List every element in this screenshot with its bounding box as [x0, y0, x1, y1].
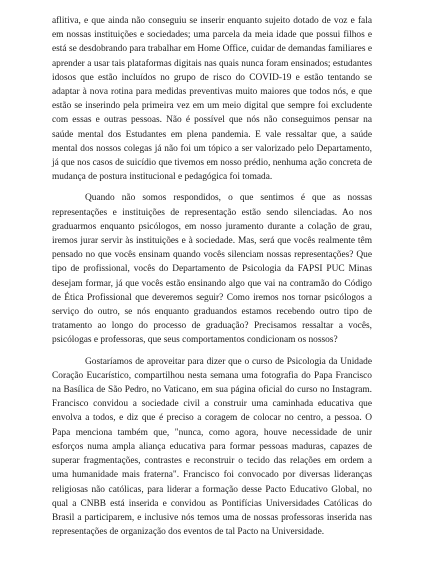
paragraph-3: Gostaríamos de aproveitar para dizer que o curso de Psicologia da Unidade Coração Eucarístico, compartilhou nesta semana uma fotografia do Papa Francisco na Basílica de São Pedro, no Vaticano, em sua página oficial do curso no Instagram. Francisco convidou a sociedade civil a construir uma caminhada educativa que envolva a todos, e diz que é preciso a coragem de colocar no centro, a pessoa. O Papa menciona também que, "nunca, como agora, houve necessidade de unir esforços numa ampla aliança educativa para formar pessoas maduras, capazes de superar fragmentações, contrastes e reconstruir o tecido das relações em ordem a uma humanidade mais fraterna". Francisco foi convocado por diversas lideranças religiosas não católicas, para liderar a formação desse Pacto Educativo Global, no qual a CNBB está inserida e convidou as Pontifícias Universidades Católicas do Brasil a participarem, e inclusive nós temos uma de nossas professoras inserida nas representações de organização dos eventos de tal Pacto na Universidade. [52, 356, 372, 538]
paragraph-1: aflitiva, e que ainda não conseguiu se inserir enquanto sujeito dotado de voz e fala em nossas instituições e sociedades; uma parcela da meia idade que possui filhos e está se desdobrando para trabalhar em Home Office, cuidar de demandas familiares e aprender a usar tais plataformas digitais nas quais nunca foram ensinados; estudantes idosos que estão incluídos no grupo de risco do COVID-19 e estão tentando se adaptar à nova rotina para medidas preventivas muito maiores que todos nós, e que estão se inserindo pela primeira vez em um meio digital que sempre foi excludente com essas e outras pessoas. Não é possível que nós não conseguimos pensar na saúde mental dos Estudantes em plena pandemia. E vale ressaltar que, a saúde mental dos nossos colegas já não foi um tópico a ser valorizado pelo Departamento, já que nos casos de suicídio que tivemos em nosso prédio, nenhuma ação concreta de mudança de postura institucional e pedagógica foi tomada. [52, 16, 372, 183]
paragraph-2: Quando não somos respondidos, o que sentimos é que as nossas representações e instituições de representação estão sendo silenciadas. Ao nos graduarmos enquanto psicólogos, em nosso juramento durante a colação de grau, iremos jurar servir às instituições e à sociedade. Mas, será que vocês realmente têm pensado no que vocês ensinam quando vocês silenciam nossas representações? Que tipo de profissional, vocês do Departamento de Psicologia da FAPSI PUC Minas desejam formar, já que vocês estão ensinando algo que vai na contramão do Código de Ética Profissional que deveremos seguir? Como iremos nos tornar psicólogos a serviço do outro, se nós enquanto graduandos estamos recebendo outro tipo de tratamento ao longo do processo de graduação? Precisamos ressaltar a vocês, psicólogas e professoras, que seus comportamentos condicionam os nossos? [52, 193, 372, 346]
